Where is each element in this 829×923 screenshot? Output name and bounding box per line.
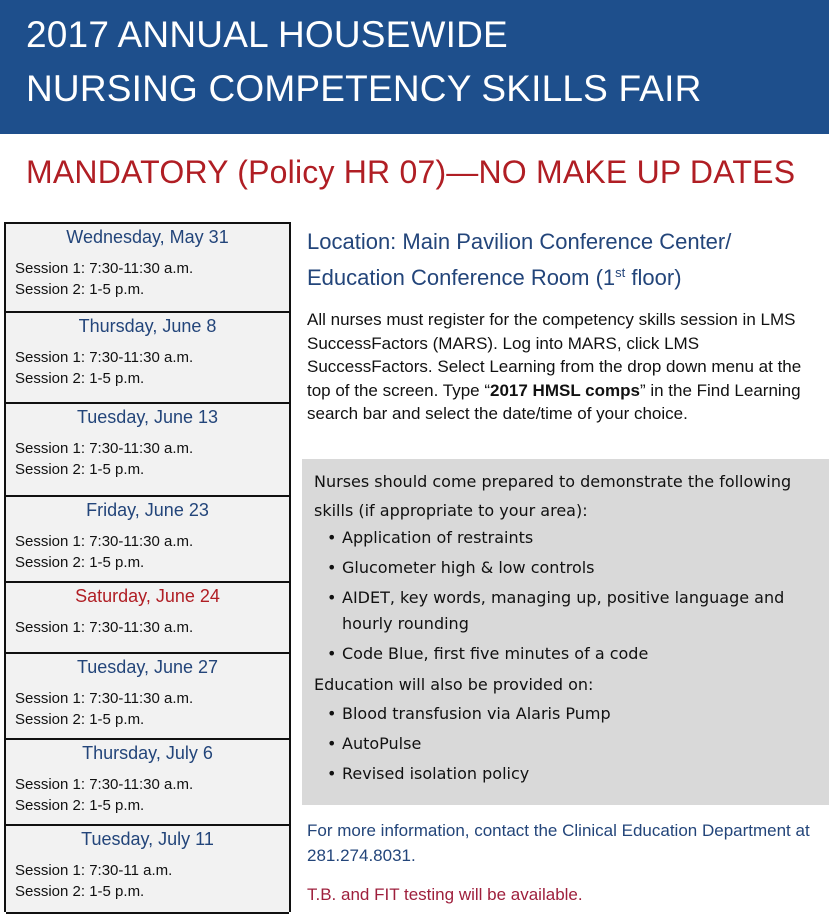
list-item: • AIDET, key words, managing up, positive language and hourly rounding — [327, 585, 817, 637]
schedule-day — [6, 497, 289, 583]
registration-text-end: ” in the Find Learning search bar and select the date/time of your choice. — [307, 380, 801, 423]
day-title: Thursday, June 8 — [78, 316, 217, 336]
day-sessions — [15, 531, 289, 573]
location-floor-suffix: st — [615, 265, 626, 280]
tb-fit-testing-note: T.B. and FIT testing will be available. — [307, 885, 583, 904]
search-term: 2017 HMSL comps — [490, 380, 640, 400]
list-item: • AutoPulse — [327, 731, 817, 757]
day-sessions — [15, 688, 289, 730]
session-2: Session 2: 1-5 p.m. — [15, 554, 145, 571]
location-heading — [307, 226, 827, 293]
session-2: Session 2: 1-5 p.m. — [15, 370, 145, 387]
day-sessions — [15, 347, 289, 389]
session-1: Session 1: 7:30-11:30 a.m. — [15, 440, 194, 457]
skills-intro: Nurses should come prepared to demonstrate the following skills (if appropriate to your area): — [314, 472, 792, 520]
list-item: • Application of restraints — [327, 525, 817, 551]
schedule-day — [6, 740, 289, 826]
session-1: Session 1: 7:30-11:30 a.m. — [15, 260, 194, 277]
banner-title-line-1: 2017 ANNUAL HOUSEWIDE — [26, 14, 508, 55]
session-2: Session 2: 1-5 p.m. — [15, 711, 145, 728]
list-item: • Revised isolation policy — [327, 761, 817, 787]
location-floor: floor) — [625, 265, 682, 290]
registration-text-start: All nurses must register for the competency skills session in LMS SuccessFactors (MARS). Log into MARS, click LMS SuccessFactors. Select Learning from the drop down menu at the top of the screen. Type “ — [307, 310, 802, 400]
session-2: Session 2: 1-5 p.m. — [15, 461, 145, 478]
location-line-1: Location: Main Pavilion Conference Center/ — [307, 229, 732, 254]
session-2: Session 2: 1-5 p.m. — [15, 797, 145, 814]
day-sessions — [15, 258, 289, 300]
list-item: • Glucometer high & low controls — [327, 555, 817, 581]
skills-box — [302, 459, 829, 805]
session-2: Session 2: 1-5 p.m. — [15, 281, 145, 298]
education-heading: Education will also be provided on: — [314, 675, 594, 694]
day-sessions — [15, 438, 289, 480]
day-sessions — [15, 774, 289, 816]
day-title: Thursday, July 6 — [82, 743, 213, 763]
schedule-day — [6, 224, 289, 313]
header-banner — [0, 0, 829, 134]
session-schedule — [4, 222, 291, 912]
mandatory-notice: MANDATORY (Policy HR 07)—NO MAKE UP DATES — [26, 154, 796, 190]
session-1: Session 1: 7:30-11:30 a.m. — [15, 533, 194, 550]
day-title: Wednesday, May 31 — [66, 227, 229, 247]
session-1: Session 1: 7:30-11:30 a.m. — [15, 776, 194, 793]
day-title: Tuesday, June 13 — [76, 407, 219, 427]
day-title: Saturday, June 24 — [75, 586, 220, 606]
session-1: Session 1: 7:30-11 a.m. — [15, 862, 173, 879]
session-1: Session 1: 7:30-11:30 a.m. — [15, 349, 194, 366]
day-sessions — [15, 617, 289, 638]
list-item: • Blood transfusion via Alaris Pump — [327, 701, 817, 727]
session-1: Session 1: 7:30-11:30 a.m. — [15, 619, 194, 636]
schedule-day — [6, 404, 289, 497]
info-column — [307, 226, 827, 426]
location-line-2 — [307, 257, 827, 293]
banner-title-line-2: NURSING COMPETENCY SKILLS FAIR — [26, 68, 702, 109]
registration-instructions — [307, 308, 827, 426]
schedule-day — [6, 654, 289, 740]
session-2: Session 2: 1-5 p.m. — [15, 883, 145, 900]
location-room: Education Conference Room (1 — [307, 265, 616, 290]
skills-list — [314, 525, 817, 667]
day-title: Tuesday, July 11 — [81, 829, 214, 849]
education-list — [314, 701, 817, 787]
schedule-day — [6, 583, 289, 654]
contact-info: For more information, contact the Clinical Education Department at 281.274.8031. — [307, 821, 810, 865]
schedule-day — [6, 826, 289, 914]
day-title: Tuesday, June 27 — [76, 657, 219, 677]
schedule-day — [6, 313, 289, 404]
list-item: • Code Blue, first five minutes of a code — [327, 641, 817, 667]
session-1: Session 1: 7:30-11:30 a.m. — [15, 690, 194, 707]
day-title: Friday, June 23 — [86, 500, 209, 520]
day-sessions — [15, 860, 289, 902]
